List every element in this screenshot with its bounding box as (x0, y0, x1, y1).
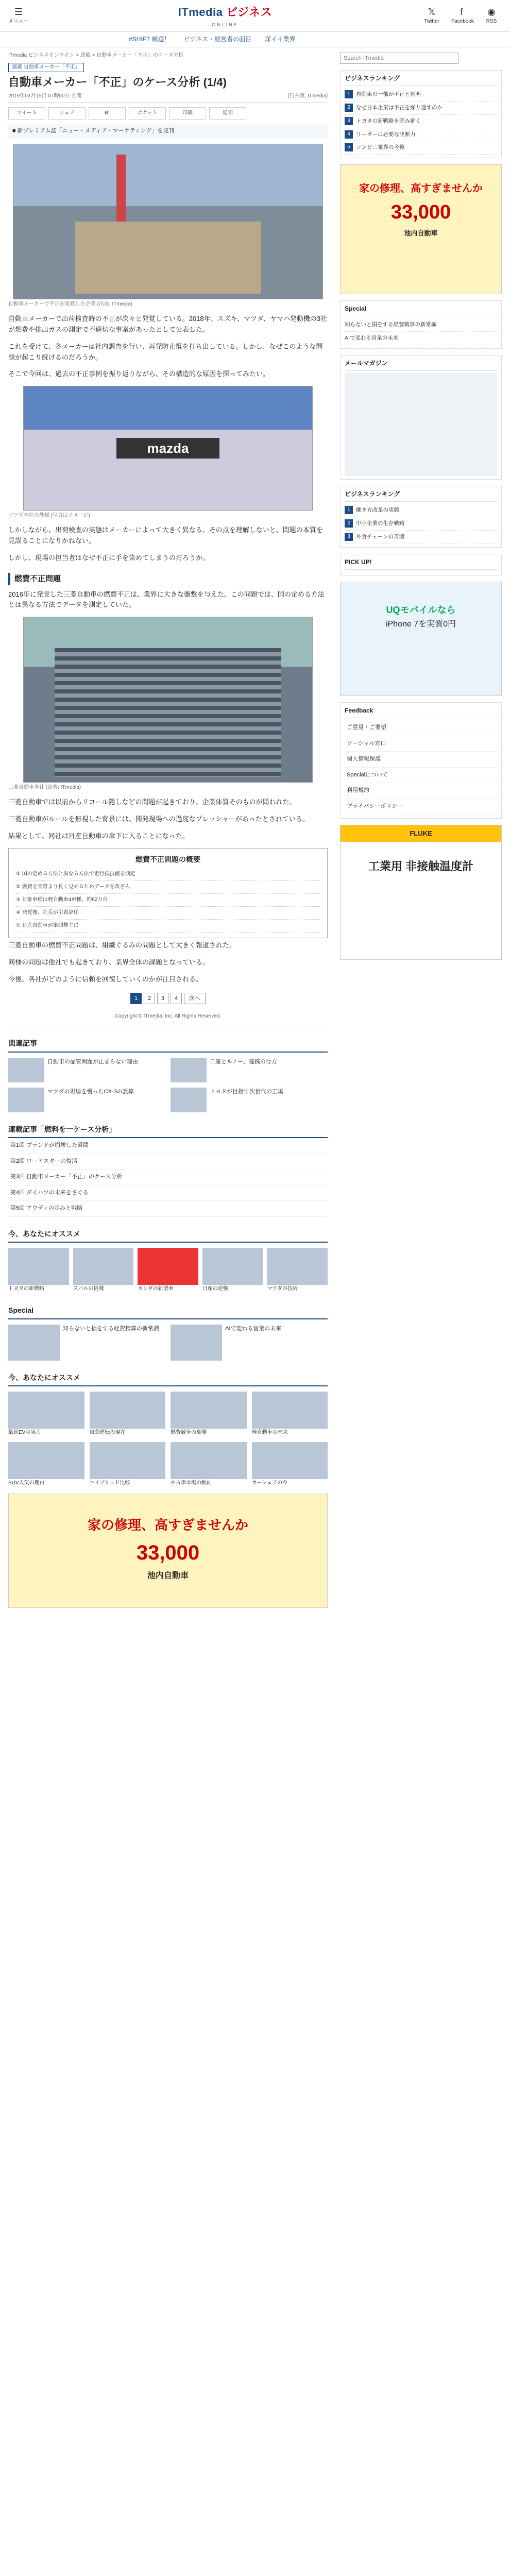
figure-row: ① 国の定める方法と異なる方法で走行抵抗値を測定 (16, 868, 320, 881)
share-hatena-button[interactable]: B! (89, 107, 126, 120)
building-shape (75, 222, 261, 294)
paragraph: 同様の問題は他社でも起きており、業界全体の課題となっている。 (8, 958, 210, 966)
series-link[interactable]: 第2回 ロードスターの復活 (8, 1154, 328, 1170)
rss-button[interactable]: ◉ RSS (481, 6, 502, 26)
twitter-button[interactable]: 𝕏 Twitter (421, 6, 442, 26)
recommend-grid (8, 1248, 328, 1293)
subnav-shift[interactable]: #SHIFT 厳選！ (129, 35, 171, 43)
photo-caption-1: 自動車メーカーで不正が発覚した企業 (出典: ITmedia) (8, 301, 132, 308)
page-2[interactable]: 2 (144, 993, 155, 1004)
figure-row: ② 燃費を実際より良く見せるためデータを改ざん (16, 881, 320, 894)
paragraph: 結果として、同社は日産自動車の傘下に入ることになった。 (8, 832, 189, 840)
side-ad-2[interactable]: UQモバイルなら iPhone 7を実質0円 (340, 582, 502, 696)
logo[interactable]: ITmedia ビジネス ONLINE (178, 5, 273, 27)
feedback-link[interactable]: ソーシャル窓口 (345, 736, 497, 752)
page-3[interactable]: 3 (157, 993, 168, 1004)
next-page[interactable]: 次へ (184, 993, 206, 1004)
feedback-box: Feedback ご意見・ご要望 ソーシャル窓口 個人情報保護 Specialについて 利用規約 プライバシーポリシー (340, 702, 502, 819)
special-card[interactable]: AIで変わる営業の未来 (171, 1325, 328, 1361)
ranking-item[interactable]: 5 コンビニ業界の今後 (345, 141, 497, 155)
special-link[interactable]: AIで変わる営業の未来 (345, 332, 497, 345)
building-shape (55, 648, 281, 777)
feedback-link[interactable]: Specialについて (345, 768, 497, 784)
recommend-card[interactable]: 中古車市場の動向 (171, 1442, 247, 1487)
figure-title: 燃費不正問題の概要 (135, 855, 200, 863)
special-grid (8, 1325, 328, 1361)
ranking-item[interactable]: 2 中小企業の生存戦略 (345, 517, 497, 531)
special-box: Special 知らないと損をする経費精算の新常識 AIで変わる営業の未来 (340, 300, 502, 349)
page-4[interactable]: 4 (171, 993, 182, 1004)
mail-box: メールマガジン (340, 355, 502, 480)
section-heading: 燃費不正問題 (8, 573, 328, 585)
copyright: Copyright © ITmedia, Inc. All Rights Reserved. (8, 1012, 328, 1026)
pickup-box: PICK UP! (340, 554, 502, 575)
recommend2-grid (8, 1392, 328, 1487)
photo-caption-3: 三菱自動車本社 (出典: ITmedia) (8, 785, 81, 791)
related-card[interactable]: マツダの現場を襲ったCX-3の誤算 (8, 1088, 165, 1112)
series-list-title: 連載記事「燃料を一ケース分析」 (8, 1122, 328, 1138)
related-card[interactable]: 日産とルノー、連携の行方 (171, 1058, 328, 1082)
search-input[interactable] (340, 53, 458, 64)
breadcrumb[interactable]: ITmedia ビジネスオンライン > 連載 > 自動車メーカー「不正」のケース分析 (8, 53, 184, 58)
ranking-item[interactable]: 3 外食チェーンの苦境 (345, 531, 497, 544)
related-list (8, 1058, 328, 1112)
tower-shape (116, 155, 126, 222)
series-tag[interactable]: 連載 自動車メーカー「不正」 (8, 63, 84, 72)
ranking-item[interactable]: 4 リーダーに必要な決断力 (345, 128, 497, 142)
series-link[interactable]: 第3回 自動車メーカー「不正」のケース分析 (8, 1170, 328, 1185)
recommend-card[interactable]: カーシェアの今 (252, 1442, 328, 1487)
series-link[interactable]: 第1回 ブランドが崩壊した瞬間 (8, 1138, 328, 1154)
feedback-link[interactable]: ご意見・ご要望 (345, 720, 497, 736)
recommend-card[interactable]: 最新EVの実力 (8, 1392, 84, 1437)
special-link[interactable]: 知らないと損をする経費精算の新常識 (345, 318, 497, 332)
print-button[interactable]: 印刷 (169, 107, 206, 120)
recommend-card[interactable]: 日産の逆襲 (202, 1248, 263, 1293)
recommend-card[interactable]: マツダの技術 (267, 1248, 328, 1293)
author: [石井蕗, ITmedia] (287, 93, 328, 99)
rss-icon: ◉ (487, 6, 496, 17)
related-card[interactable]: 自動車の品質問題が止まらない理由 (8, 1058, 165, 1082)
series-link[interactable]: 第5回 アウディの歩みと戦略 (8, 1201, 328, 1217)
paragraph: 自動車メーカーで出荷検査時の不正が次々と発覚している。2018年、スズキ、マツダ、ヤマハ発動機の3社が燃費や排出ガスの測定で不適切な事案があったとして公表した。 (8, 315, 327, 333)
paragraph: しかし、現場の担当者はなぜ不正に手を染めてしまうのだろうか。 (8, 553, 210, 562)
publish-date: 2019年03月15日 07時00分 公開 (8, 93, 82, 99)
mazda-logo-sign: mazda (116, 438, 219, 459)
article-photo-1 (13, 144, 323, 299)
paragraph: そこで今回は、過去の不正事例を振り返りながら、その構造的な原因を探ってみたい。 (8, 370, 270, 378)
sub-nav (0, 32, 510, 47)
side-ad-3[interactable]: FLUKE 工業用 非接触温度計 (340, 825, 502, 960)
menu-button[interactable]: ☰ メニュー (8, 6, 29, 24)
twitter-icon: 𝕏 (428, 6, 436, 17)
paragraph: 三菱自動車では以前からリコール隠しなどの問題が起きており、企業体質そのものが問われた。 (8, 798, 296, 806)
paragraph: これを受けて、各メーカーは社内調査を行い、再発防止策を打ち出している。しかし、なぜこのような問題が起こり続けるのだろうか。 (8, 342, 323, 361)
figure-row: ③ 対象車種は軽自動車4車種、約62万台 (16, 894, 320, 907)
ranking-item[interactable]: 1 働き方改革の実態 (345, 504, 497, 517)
special-title: Special (8, 1302, 328, 1319)
article-title: 自動車メーカー「不正」のケース分析 (1/4) (8, 76, 227, 89)
side-ad-1[interactable]: 家の修理、高すぎませんか 33,000 池内自動車 (340, 164, 502, 294)
photo-caption-2: マツダ本社の外観 (写真はイメージ) (8, 513, 90, 519)
related-title: 関連記事 (8, 1036, 328, 1052)
subnav-business[interactable]: ビジネス・経営者の面目 (183, 35, 252, 43)
bottom-ad[interactable]: 家の修理、高すぎませんか 33,000 池内自動車 (8, 1494, 328, 1608)
top-bar (0, 0, 510, 32)
pagination (8, 993, 328, 1004)
ranking-box (340, 70, 502, 158)
share-pocket-button[interactable]: ポケット (129, 107, 166, 120)
recommend-card[interactable]: 燃費競争の裏側 (171, 1392, 247, 1437)
promo-link[interactable]: ■ 新プレミアム誌「ニュー・メディア・マーケティング」を発刊 (8, 124, 328, 139)
article-photo-2 (23, 386, 313, 511)
series-list (8, 1138, 328, 1217)
article-main (8, 47, 328, 1608)
paragraph: しかしながら、出荷検査の実態はメーカーによって大きく異なる。その点を理解しないと、問題の本質を見誤ることになりかねない。 (8, 526, 323, 545)
sidebar (340, 47, 502, 1608)
feedback-link[interactable]: プライバシーポリシー (345, 799, 497, 815)
figure-row: ④ 発覚後、社長が引責辞任 (16, 907, 320, 920)
paragraph: 2016年に発覚した三菱自動車の燃費不正は、業界に大きな衝撃を与えた。この問題では、国の定める方法とは異なる方法でデータを測定していた。 (8, 590, 325, 609)
recommend-card[interactable]: スバルの挑戦 (73, 1248, 134, 1293)
notify-button[interactable]: 通知 (209, 107, 246, 120)
related-card[interactable]: トヨタが目指す次世代の工場 (171, 1088, 328, 1112)
facebook-icon: f (460, 6, 463, 17)
subnav-industry[interactable]: 深イイ業界 (265, 35, 296, 43)
paragraph: 三菱自動車の燃費不正問題は、組織ぐるみの問題として大きく報道された。 (8, 941, 236, 949)
ranking-item[interactable]: 2 なぜ日本企業は不正を繰り返すのか (345, 101, 497, 115)
article-meta (8, 92, 328, 103)
recommend-card[interactable]: 軽自動車の未来 (252, 1392, 328, 1437)
recommend-title: 今、あなたにオススメ (8, 1226, 328, 1243)
share-facebook-button[interactable]: シェア (48, 107, 86, 120)
feedback-link[interactable]: 利用規約 (345, 783, 497, 799)
ranking-item[interactable]: 1 自動車の一部が不正と判明 (345, 88, 497, 101)
feedback-link[interactable]: 個人情報保護 (345, 752, 497, 768)
recommend-card[interactable]: 自動運転の現在 (90, 1392, 166, 1437)
ranking-title: ビジネスランキング (345, 74, 497, 86)
paragraph: 今後、各社がどのように信頼を回復していくのかが注目される。 (8, 975, 203, 983)
ranking-box-2: ビジネスランキング 1 働き方改革の実態 2 中小企業の生存戦略 3 外食チェーンの苦境 (340, 486, 502, 548)
page-1[interactable]: 1 (130, 993, 142, 1004)
recommend2-title: 今、あなたにオススメ (8, 1370, 328, 1386)
figure-box (8, 848, 328, 938)
article-photo-3 (23, 617, 313, 783)
facebook-button[interactable]: f Facebook (451, 6, 474, 24)
share-tweet-button[interactable]: ツイート (8, 107, 45, 120)
paragraph: 三菱自動車がルールを無視した背景には、開発現場への過度なプレッシャーがあったとされている。 (8, 815, 309, 823)
hamburger-icon: ☰ (14, 6, 23, 17)
ranking-item[interactable]: 3 トヨタの新戦略を読み解く (345, 115, 497, 128)
recommend-card[interactable]: トヨタの新戦略 (8, 1248, 69, 1293)
series-link[interactable]: 第4回 ダイハツの未来をさぐる (8, 1185, 328, 1201)
special-card[interactable]: 知らないと損をする経費精算の新常識 (8, 1325, 165, 1361)
recommend-card[interactable]: SUV人気の理由 (8, 1442, 84, 1487)
share-bar (8, 107, 328, 120)
figure-row: ⑤ 日産自動車が筆頭株主に (16, 920, 320, 933)
recommend-card[interactable]: ホンダの新型車 (138, 1248, 198, 1293)
recommend-card[interactable]: ハイブリッド比較 (90, 1442, 166, 1487)
